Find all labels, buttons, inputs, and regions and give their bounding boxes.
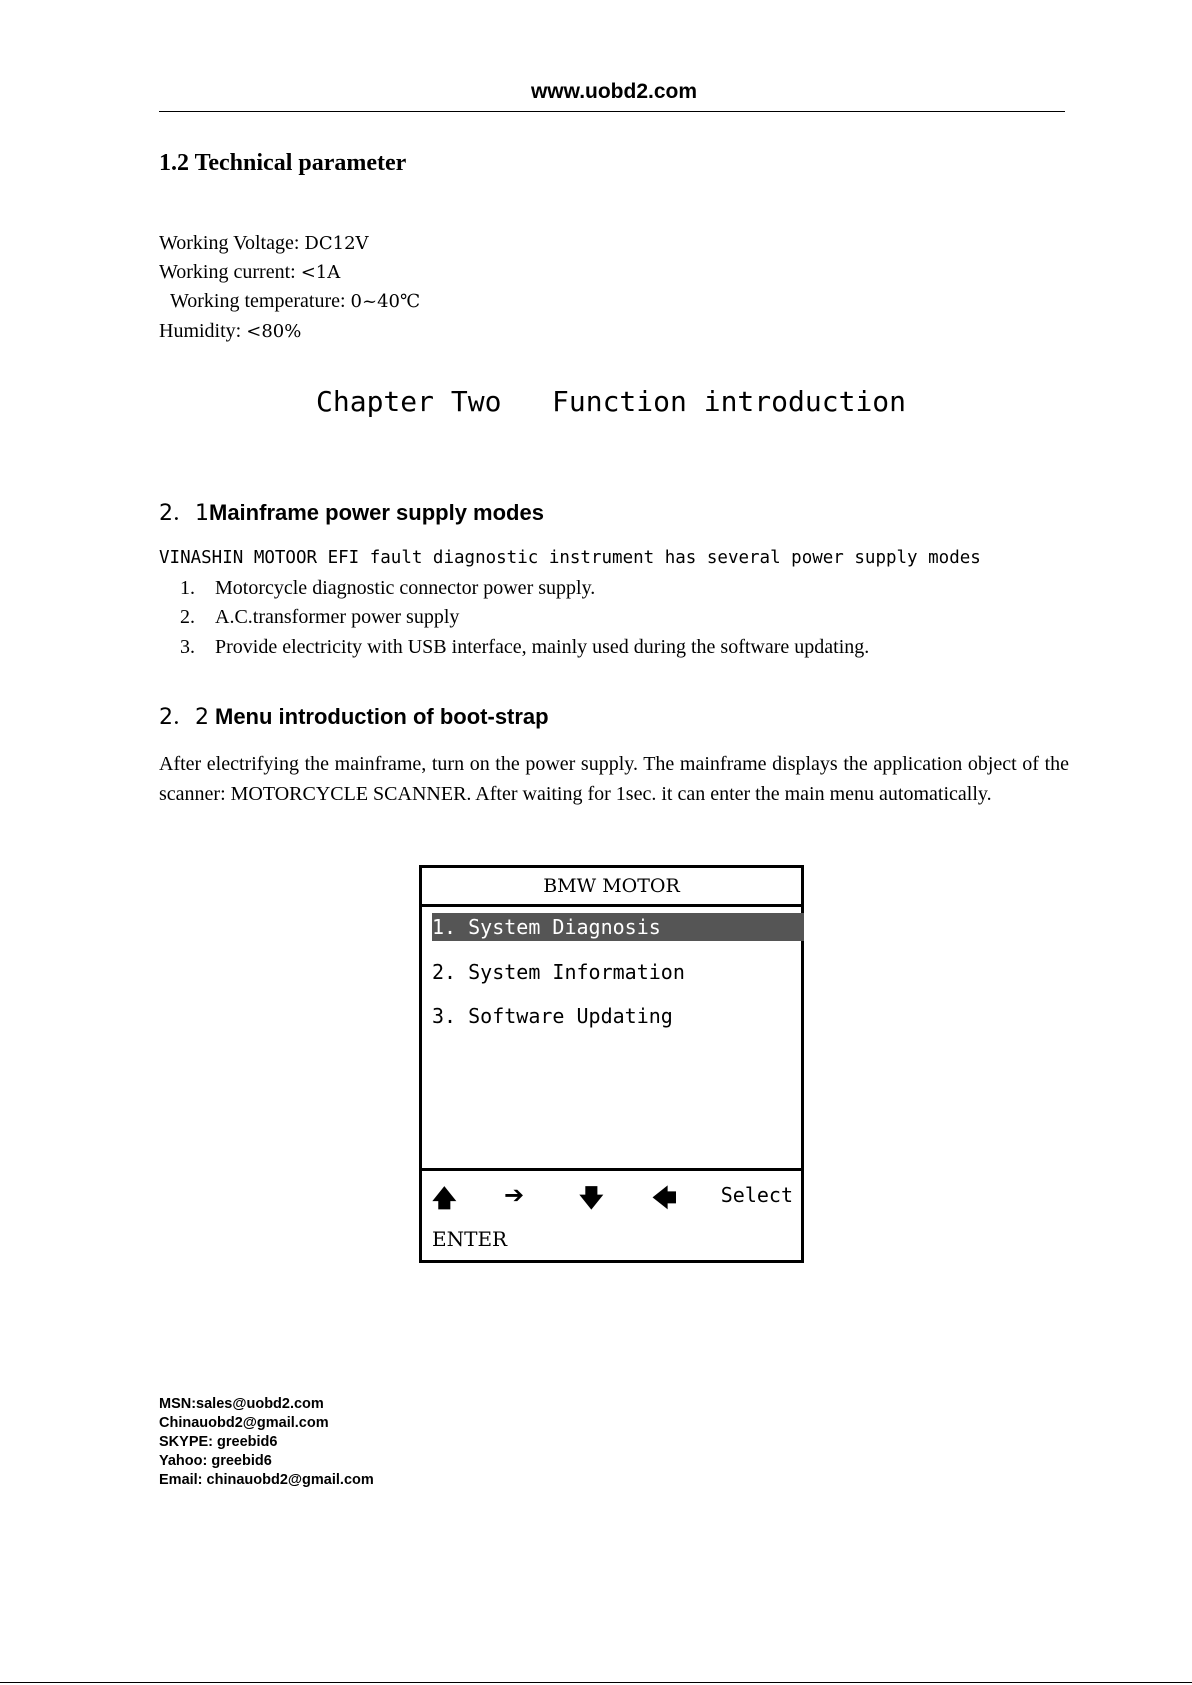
header-divider [159,111,1065,112]
section-heading-2-2 [159,700,549,731]
list-item [180,636,869,659]
list-item [180,577,595,600]
section-number: 2．2 [159,705,209,730]
page-bottom-edge [0,1682,1192,1683]
device-screen [419,865,804,1263]
param-value: <1A [300,262,341,283]
contact-skype: SKYPE: greebid6 [159,1434,278,1450]
contact-gmail: Chinauobd2@gmail.com [159,1415,329,1431]
section-title-technical-parameter: 1.2 Technical parameter [159,150,407,176]
list-number: 1. [180,577,195,599]
contact-msn: MSN:sales@uobd2.com [159,1396,324,1412]
param-working-current [159,261,340,284]
param-value: 0~40℃ [350,291,421,312]
screen-title: BMW MOTOR [422,868,801,907]
param-value: DC12V [304,233,369,254]
contact-email: Email: chinauobd2@gmail.com [159,1472,374,1488]
arrow-up-icon[interactable]: 🡅 [432,1184,457,1212]
list-text: Motorcycle diagnostic connector power supply. [215,577,596,599]
list-item [180,606,459,629]
menu-item-system-diagnosis[interactable]: 1. System Diagnosis [432,913,804,941]
section-title: Menu introduction of boot-strap [215,704,549,729]
menu-item-software-updating[interactable]: 3. Software Updating [432,1004,673,1028]
boot-strap-paragraph: After electrifying the mainframe, turn on the power supply. The mainframe displays the application object of the scanner: MOTORCYCLE SCANNER. After waiting for 1sec. it can enter the main menu automatically. [159,753,1069,805]
enter-label[interactable]: ENTER [432,1227,508,1251]
param-label: Humidity: [159,320,247,342]
list-text: A.C.transformer power supply [215,606,460,628]
screen-footer [422,1168,801,1263]
select-label[interactable]: Select [720,1183,793,1207]
list-number: 3. [180,636,195,658]
section-title: Mainframe power supply modes [209,500,544,525]
param-label: Working Voltage: [159,232,305,254]
section-number: 2．1 [159,501,209,526]
param-label: Working temperature: [170,290,351,312]
arrow-right-icon[interactable]: ➔ [504,1181,525,1209]
param-working-temperature [170,290,420,313]
chapter-title: Chapter Two Function introduction [316,385,907,418]
list-text: Provide electricity with USB interface, mainly used during the software updating. [215,636,870,658]
footer-contacts [159,1395,374,1490]
arrow-left-icon[interactable]: 🡄 [652,1184,677,1212]
param-value: <80% [246,321,302,342]
list-number: 2. [180,606,195,628]
power-supply-intro: VINASHIN MOTOOR EFI fault diagnostic instrument has several power supply modes [159,548,981,568]
contact-yahoo: Yahoo: greebid6 [159,1453,272,1469]
arrow-down-icon[interactable]: 🡇 [579,1184,604,1212]
section-heading-2-1 [159,496,544,527]
header-url: www.uobd2.com [530,80,698,103]
menu-item-system-information[interactable]: 2. System Information [432,960,685,984]
param-humidity [159,320,301,343]
param-working-voltage [159,232,369,255]
param-label: Working current: [159,261,301,283]
